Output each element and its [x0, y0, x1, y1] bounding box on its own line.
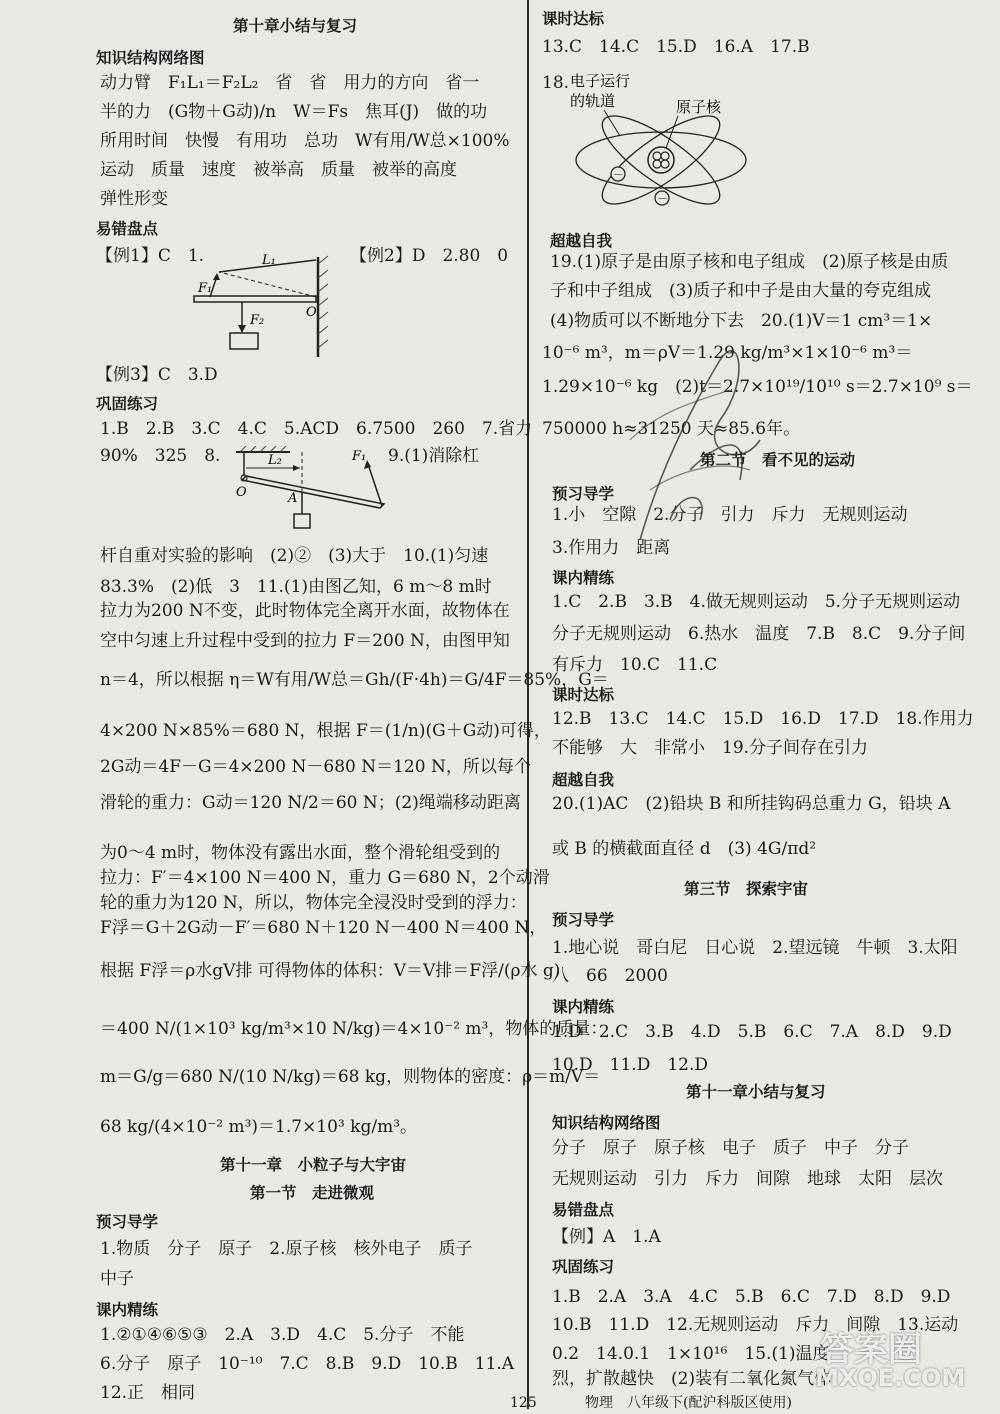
- preview-line: 1.物质 分子 原子 2.原子核 核外电子 质子: [100, 1239, 473, 1259]
- label-L1: L₁: [262, 253, 276, 268]
- s11-practice-line: 10.B 11.D 12.无规则运动 斥力 间隙 13.运动: [552, 1315, 959, 1335]
- beyond-line: 10⁻⁶ m³，m＝ρV＝1.29 kg/m³×1×10⁻⁶ m³＝: [542, 343, 913, 363]
- chapter11-summary-title: 第十一章小结与复习: [686, 1083, 826, 1101]
- q18-label: 18.: [542, 73, 570, 93]
- solution-line: 4×200 N×85%＝680 N，根据 F＝(1/n)(G＋G动)可得，: [100, 721, 551, 741]
- s3-preview-line: 1.地心说 哥白尼 日心说 2.望远镜 牛顿 3.太阳: [552, 938, 958, 958]
- knowledge-line: 动力臂 F₁L₁＝F₂L₂ 省 省 用力的方向 省一: [100, 73, 480, 93]
- electron-sign: －: [613, 168, 624, 181]
- label-F1: F₁: [352, 449, 367, 464]
- s11-knowledge-line: 分子 原子 原子核 电子 质子 中子 分子: [552, 1138, 909, 1158]
- orbit-label: 的轨道: [570, 92, 616, 110]
- s2-class-heading: 课内精练: [552, 569, 615, 587]
- label-F1: F₁: [198, 281, 213, 296]
- section1-title: 第一节 走进微观: [250, 1184, 375, 1202]
- solution-line: 杆自重对实验的影响 (2)② (3)大于 10.(1)匀速: [100, 546, 489, 566]
- atom-diagram: [566, 70, 786, 220]
- preview-line: 中子: [100, 1269, 134, 1289]
- footer-text: 物理 八年级下(配沪科版区使用): [585, 1395, 792, 1411]
- s11-errors-line: 【例】A 1.A: [552, 1227, 661, 1247]
- solution-line: n＝4，所以根据 η＝W有用/W总＝Gh/(F·4h)＝G/4F＝85%，G＝: [100, 670, 609, 690]
- class-practice-line: 12.正 相同: [100, 1383, 196, 1403]
- electron-sign: －: [657, 192, 668, 205]
- solution-line: ＝400 N/(1×10³ kg/m³×10 N/kg)＝4×10⁻² m³，物体的质量：: [100, 1019, 608, 1039]
- solution-line: 拉力为200 N不变，此时物体完全离开水面，故物体在: [100, 601, 510, 621]
- solution-line: 轮的重力为120 N，所以，物体完全浸没时受到的浮力：: [100, 893, 527, 913]
- solution-line: 拉力：F′＝4×100 N＝400 N，重力 G＝680 N，2个动滑: [100, 868, 550, 888]
- beyond-line: 750000 h≈31250 天≈85.6年。: [542, 419, 801, 439]
- chapter10-summary-title: 第十章小结与复习: [233, 17, 358, 35]
- solution-line: 2G动＝4F－G＝4×200 N－680 N＝120 N，所以每个: [100, 757, 531, 777]
- s2-beyond-line: 或 B 的横截面直径 d (3) 4G/πd²: [552, 839, 817, 859]
- s3-class-line: 10.D 11.D 12.D: [552, 1055, 708, 1075]
- s11-knowledge-line: 无规则运动 引力 斥力 间隙 地球 太阳 层次: [552, 1169, 943, 1189]
- s2-preview-heading: 预习导学: [552, 485, 615, 503]
- knowledge-line: 弹性形变: [100, 189, 168, 209]
- page-number: 125: [510, 1395, 537, 1411]
- s11-practice-line: 1.B 2.A 3.A 4.C 5.B 6.C 7.D 8.D 9.D: [552, 1287, 951, 1307]
- label-F2: F₂: [250, 313, 265, 328]
- knowledge-heading: 知识结构网络图: [96, 49, 205, 67]
- solution-line: 滑轮的重力：G动＝120 N/2＝60 N；(2)绳端移动距离: [100, 793, 521, 813]
- s11-practice-line: 烈，扩散越快 (2)装有二氧化氮气体: [552, 1369, 832, 1389]
- s11-knowledge-heading: 知识结构网络图: [552, 1114, 661, 1132]
- watermark-logo: 答案圈: [820, 1330, 922, 1370]
- knowledge-line: 运动 质量 速度 被举高 质量 被举的高度: [100, 160, 457, 180]
- practice-heading: 巩固练习: [96, 395, 159, 413]
- s2-class-line: 分子无规则运动 6.热水 温度 7.B 8.C 9.分子间: [552, 624, 966, 644]
- orbit-label: 电子运行: [570, 72, 631, 90]
- class-practice-heading: 课内精练: [96, 1301, 159, 1319]
- s3-class-line: 1.D 2.C 3.B 4.D 5.B 6.C 7.A 8.D 9.D: [552, 1022, 952, 1042]
- s3-class-heading: 课内精练: [552, 998, 615, 1016]
- solution-line: F浮＝G＋2G动－F′＝680 N＋120 N－400 N＝400 N，: [100, 918, 547, 938]
- beyond-line: 子和中子组成 (3)质子和中子是由大量的夸克组成: [550, 281, 932, 301]
- s11-practice-line: 0.2 14.0.1 1×10¹⁶ 15.(1)温度: [552, 1344, 830, 1364]
- column-divider: [527, 0, 529, 1409]
- knowledge-line: 所用时间 快慢 有用功 总功 W有用/W总×100%: [100, 131, 510, 151]
- solution-line: m＝G/g＝680 N/(10 N/kg)＝68 kg，则物体的密度：ρ＝m/V＝: [100, 1067, 601, 1087]
- lever-diagram-2: [234, 446, 394, 532]
- s2-beyond-heading: 超越自我: [552, 771, 615, 789]
- lesson-heading: 课时达标: [542, 10, 605, 28]
- s2-lesson-line: 不能够 大 非常小 19.分子间存在引力: [552, 738, 869, 758]
- nucleus-label: 原子核: [676, 98, 722, 116]
- s2-beyond-line: 20.(1)AC (2)铅块 B 和所挂钩码总重力 G，铅块 A: [552, 794, 951, 814]
- label-A: A: [288, 491, 298, 506]
- beyond-line: 1.29×10⁻⁶ kg (2)t＝2.7×10¹⁹/10¹⁰ s＝2.7×10⁹ s＝: [542, 377, 973, 397]
- s2-lesson-line: 12.B 13.C 14.C 15.D 16.D 17.D 18.作用力: [552, 709, 974, 729]
- solution-line: 为0～4 m时，物体没有露出水面，整个滑轮组受到的: [100, 843, 501, 863]
- s2-class-line: 有斥力 10.C 11.C: [552, 655, 718, 675]
- section3-title: 第三节 探索宇宙: [684, 880, 809, 898]
- s3-preview-heading: 预习导学: [552, 911, 615, 929]
- beyond-line: 19.(1)原子是由原子核和电子组成 (2)原子核是由质: [550, 252, 949, 272]
- example-3: 【例3】C 3.D: [96, 365, 218, 385]
- solution-line: 68 kg/(4×10⁻² m³)＝1.7×10³ kg/m³。: [100, 1117, 418, 1137]
- solution-line: 83.3% (2)低 3 11.(1)由图乙知，6 m～8 m时: [100, 577, 492, 597]
- s2-class-line: 1.C 2.B 3.B 4.做无规则运动 5.分子无规则运动: [552, 592, 961, 612]
- beyond-line: (4)物质可以不断地分下去 20.(1)V＝1 cm³＝1×: [550, 311, 933, 331]
- example-1: 【例1】C 1.: [96, 246, 205, 266]
- label-O: O: [236, 485, 247, 500]
- s11-practice-heading: 巩固练习: [552, 1258, 615, 1276]
- s11-errors-heading: 易错盘点: [552, 1201, 615, 1219]
- label-O: O: [306, 305, 317, 320]
- lever-diagram-1: [184, 252, 334, 357]
- section2-title: 第二节 看不见的运动: [700, 451, 856, 469]
- example-2: 【例2】D 2.80 0: [350, 246, 509, 266]
- chapter11-title: 第十一章 小粒子与大宇宙: [220, 1156, 407, 1174]
- s2-lesson-heading: 课时达标: [552, 686, 615, 704]
- s2-preview-line: 3.作用力 距离: [552, 538, 671, 558]
- class-practice-line: 6.分子 原子 10⁻¹⁰ 7.C 8.B 9.D 10.B 11.A: [100, 1354, 515, 1374]
- label-L2: L₂: [268, 453, 282, 468]
- handwritten-signature: [600, 320, 780, 560]
- errors-heading: 易错盘点: [96, 220, 159, 238]
- practice-line: 1.B 2.B 3.C 4.C 5.ACD 6.7500 260 7.省力: [100, 419, 533, 439]
- preview-heading: 预习导学: [96, 1213, 159, 1231]
- lesson-line: 13.C 14.C 15.D 16.A 17.B: [542, 37, 810, 57]
- knowledge-line: 半的力 (G物＋G动)/n W＝Fs 焦耳(J) 做的功: [100, 102, 488, 122]
- class-practice-line: 1.②①④⑥⑤③ 2.A 3.D 4.C 5.分子 不能: [100, 1325, 465, 1345]
- practice-line: 9.(1)消除杠: [388, 446, 480, 466]
- watermark-url: MXQE.COM: [815, 1364, 966, 1392]
- s3-preview-line: 八 66 2000: [552, 966, 668, 986]
- s2-preview-line: 1.小 空隙 2.分子 引力 斥力 无规则运动: [552, 505, 908, 525]
- solution-line: 根据 F浮＝ρ水gV排 可得物体的体积：V＝V排＝F浮/(ρ水 g): [100, 961, 561, 981]
- practice-line: 90% 325 8.: [100, 446, 221, 466]
- solution-line: 空中匀速上升过程中受到的拉力 F＝200 N，由图甲知: [100, 631, 510, 651]
- beyond-heading: 超越自我: [550, 232, 613, 250]
